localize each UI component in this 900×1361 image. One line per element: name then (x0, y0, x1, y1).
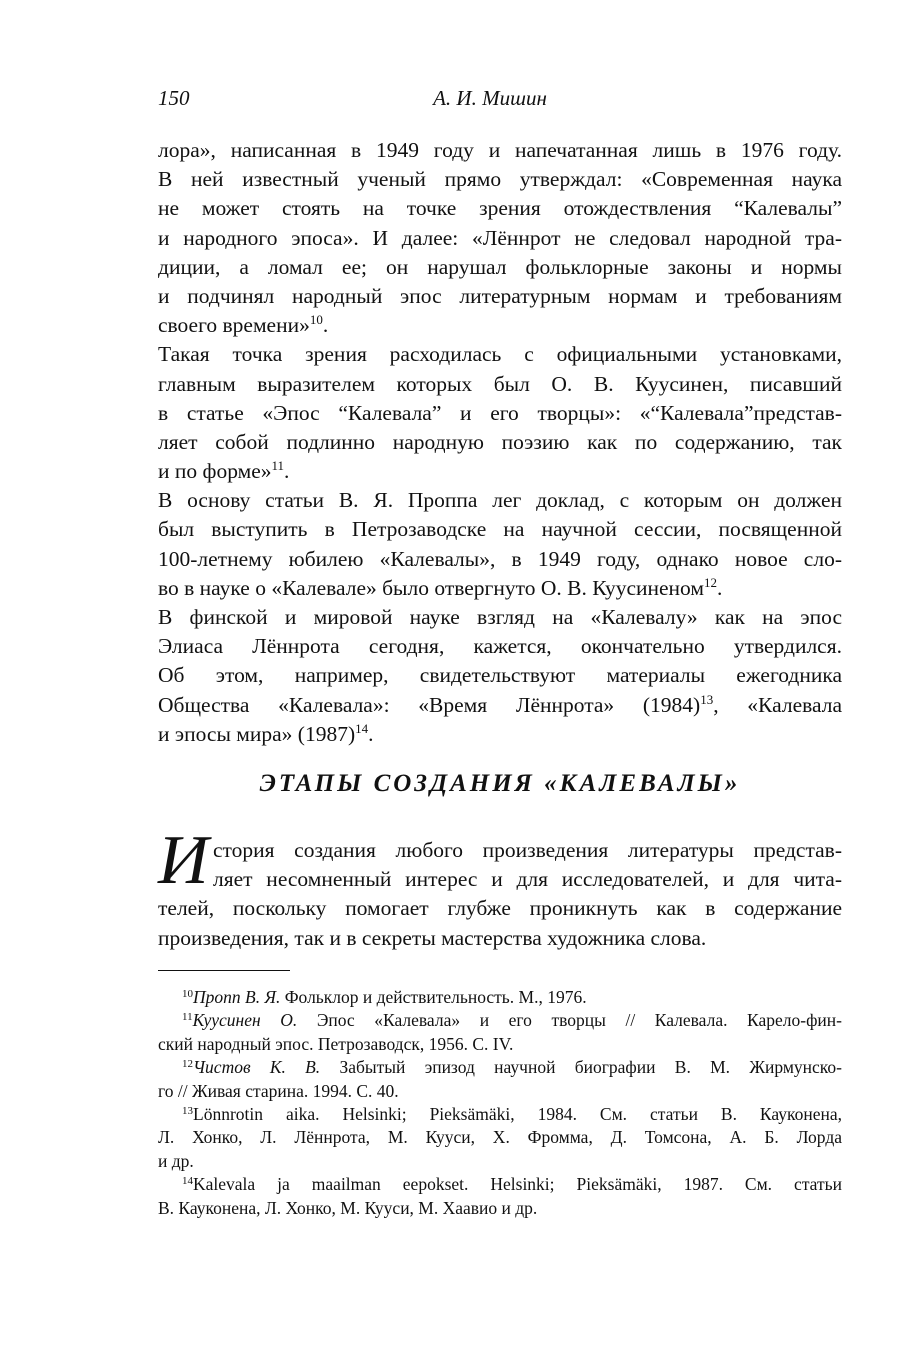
text-run: и по форме» (158, 459, 272, 484)
text-line (158, 311, 842, 340)
text-line: телей, поскольку помогает глубже проникнуть как в содержание (158, 896, 842, 921)
text-line (158, 691, 842, 720)
footnote-line (158, 1197, 842, 1220)
footnote-text: Забытый эпизод научной биографии В. М. Жирмунско- (320, 1057, 842, 1078)
drop-cap: И (158, 822, 209, 899)
text-line: произведения, так и в секреты мастерства художника слова. (158, 925, 707, 950)
text-run: лора», написанная в 1949 году и напечатанная лишь в 1976 году. (158, 138, 842, 162)
paragraph (158, 603, 842, 749)
text-run: в статье «Эпос “Калевала” и его творцы»: «“Калевала”представ- (158, 400, 842, 425)
footnote-line (158, 1126, 842, 1149)
footnote-text: Л. Хонко, Л. Лённрота, М. Кууси, Х. Фромма, Д. Томсона, А. Б. Лорда (158, 1127, 842, 1148)
text-line (158, 253, 842, 282)
footnote-author: Куусинен О. (192, 1010, 298, 1031)
text-line (158, 370, 842, 399)
footnote-line (158, 1173, 842, 1196)
text-line (158, 399, 842, 428)
footnote-text: ский народный эпос. Петрозаводск, 1956. С. IV. (158, 1033, 514, 1054)
text-run: Об этом, например, свидетельствуют материалы ежегодника (158, 663, 842, 688)
text-run: . (717, 575, 723, 600)
text-line (158, 340, 842, 369)
footnote-text: Kalevala ja maailman eepokset. Helsinki; Pieksämäki, 1987. См. статьи (193, 1174, 842, 1195)
page-number: 150 (158, 86, 190, 110)
text-line (158, 194, 842, 223)
footnote-line (158, 1056, 842, 1079)
footnote-text: и др. (158, 1150, 194, 1171)
footnote-text: В. Кауконена, Л. Хонко, М. Кууси, М. Хаавио и др. (158, 1197, 538, 1218)
text-run: Общества «Калевала»: «Время Лённрота» (1984) (158, 692, 701, 717)
text-run: . (284, 459, 290, 484)
text-line (158, 282, 842, 311)
footnotes (158, 986, 842, 1220)
text-run: не может стоять на точке зрения отождествления “Калевалы” (158, 196, 842, 221)
text-run: и подчинял народный эпос литературным нормам и требованиям (158, 283, 842, 308)
intro-paragraph (158, 836, 842, 953)
paragraph (158, 486, 842, 603)
footnote-line (158, 1009, 842, 1032)
section-heading: ЭТАПЫ СОЗДАНИЯ «КАЛЕВАЛЫ» (259, 770, 741, 797)
footnote-author: Пропп В. Я. (193, 987, 281, 1007)
text-line (158, 632, 842, 661)
footnote-number: 10 (182, 988, 193, 1000)
text-run: и эпосы мира» (1987) (158, 721, 356, 746)
text-line (158, 603, 842, 632)
footnote-line (158, 986, 842, 1009)
footnote-line (158, 1033, 842, 1056)
text-run: , «Калевала (713, 692, 842, 717)
footnote-number: 13 (182, 1104, 193, 1117)
paragraph (158, 136, 842, 340)
text-run: своего времени» (158, 313, 310, 338)
text-run: во в науке о «Калевале» было отвергнуто О. В. Куусиненом (158, 575, 704, 600)
footnote-ref: 12 (704, 574, 717, 590)
text-run: Такая точка зрения расходилась с официальными установками, (158, 342, 842, 367)
footnote-divider (158, 970, 290, 971)
text-run: В финской и мировой науке взгляд на «Калевалу» как на эпос (158, 605, 842, 629)
text-line (158, 574, 842, 603)
footnote-ref: 14 (355, 720, 369, 736)
text-run: ляет собой подлинно народную поэзию как по содержанию, так (158, 429, 842, 454)
text-run: и народного эпоса». И далее: «Лённрот не следовал народной тра- (158, 225, 842, 250)
footnote-line (158, 1103, 842, 1126)
text-run: В основу статьи В. Я. Проппа лег доклад, с которым он должен (158, 488, 842, 513)
text-line (158, 224, 842, 253)
text-line (158, 136, 842, 165)
text-line (158, 515, 842, 544)
text-line (158, 428, 842, 457)
footnote-text: Lönnrotin aika. Helsinki; Pieksämäki, 1984. См. статьи В. Кауконена, (193, 1103, 842, 1124)
running-header-author: А. И. Мишин (433, 86, 547, 110)
text-run: главным выразителем которых был О. В. Куусинен, писавший (158, 371, 842, 396)
text-run: . (322, 313, 329, 338)
paragraph (158, 340, 842, 486)
text-line (158, 457, 842, 486)
text-line: ляет несомненный интерес и для исследователей, и для чита- (213, 867, 842, 892)
text-line (158, 720, 842, 749)
text-run: Элиаса Лённрота сегодня, кажется, окончательно утвердился. (158, 634, 842, 659)
text-run: . (368, 721, 374, 746)
footnote-ref: 11 (271, 458, 285, 474)
footnote-number: 14 (182, 1175, 193, 1188)
text-line (158, 165, 842, 194)
footnote-ref: 10 (309, 312, 323, 328)
text-line: стория создания любого произведения литературы представ- (213, 838, 842, 862)
footnote-text: Эпос «Калевала» и его творцы // Калевала. Карело-фин- (297, 1010, 842, 1031)
footnote-author: Чистов К. В. (193, 1057, 321, 1078)
footnote-text: го // Живая старина. 1994. С. 40. (158, 1080, 399, 1101)
footnote-number: 12 (182, 1058, 193, 1071)
footnote-line (158, 1080, 842, 1103)
text-run: диции, а ломал ее; он нарушал фольклорные законы и нормы (158, 254, 842, 279)
text-run: В ней известный ученый прямо утверждал: «Современная наука (158, 167, 842, 192)
text-run: был выступить в Петрозаводске на научной сессии, посвященной (158, 517, 842, 542)
text-line (158, 661, 842, 690)
footnote-number: 11 (182, 1011, 193, 1024)
body-text (158, 136, 842, 749)
footnote-text: Фольклор и действительность. М., 1976. (280, 987, 587, 1007)
text-line (158, 486, 842, 515)
text-run: 100-летнему юбилею «Калевалы», в 1949 году, однако новое сло- (158, 546, 842, 571)
footnote-line (158, 1150, 842, 1173)
footnote-ref: 13 (700, 691, 714, 707)
text-line (158, 545, 842, 574)
